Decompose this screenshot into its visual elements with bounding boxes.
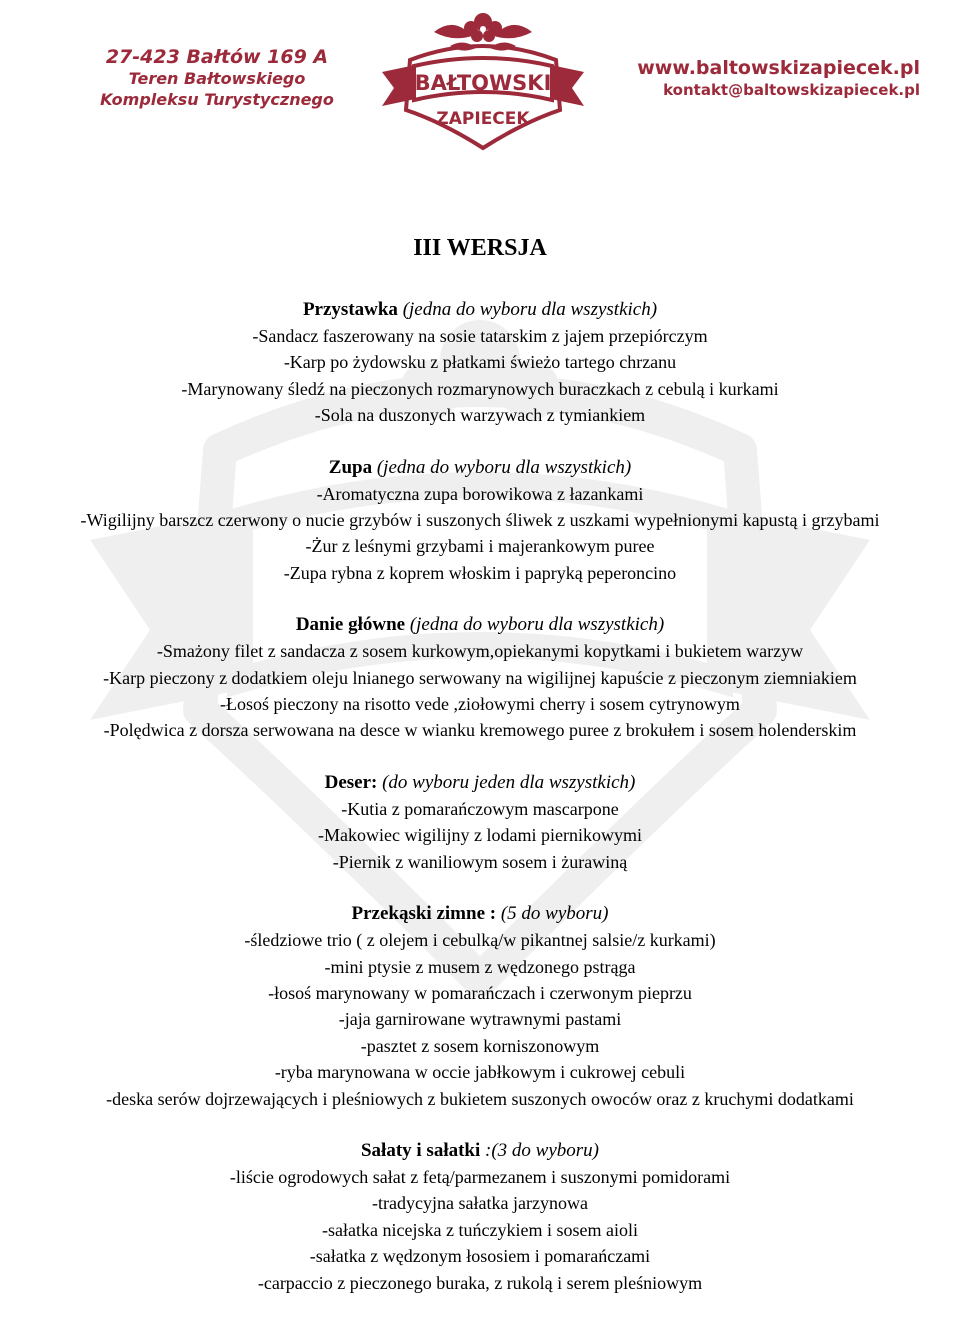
menu-item: -Kutia z pomarańczowym mascarpone [341,798,619,819]
section-note: (jedna do wyboru dla wszystkich) [376,456,632,478]
menu-item: -Żur z leśnymi grzybami i majerankowym puree [305,536,655,557]
menu-item: -śledziowe trio ( z olejem i cebulką/w pikantnej salsie/z kurkami) [244,930,716,951]
menu-item: -Karp po żydowsku z płatkami świeżo tartego chrzanu [283,352,677,373]
section-title: Przekąski zimne : [351,903,497,925]
address-line: 27-423 Bałtów 169 A [105,46,329,68]
page-title: III WERSJA [413,235,547,261]
address-line: Teren Bałtowskiego [128,69,306,88]
menu-item: -tradycyjna sałatka jarzynowa [372,1193,588,1214]
menu-section [0,900,960,1112]
section-title: Deser: [324,771,378,793]
section-note: (jedna do wyboru dla wszystkich) [409,614,665,636]
logo-text: ZAPIECEK [436,109,530,129]
menu-section [0,611,960,744]
menu-item: -deska serów dojrzewających i pleśniowych z bukietem suszonych owoców oraz z kruchymi dodatkami [106,1088,854,1109]
menu-item: -Wigilijny barszcz czerwony o nucie grzybów i suszonych śliwek z uszkami wypełnionymi kapustą i grzybami [80,510,880,531]
menu-item: -mini ptysie z musem z wędzonego pstrąga [324,956,636,977]
section-heading [0,611,960,638]
address-line: Kompleksu Turystycznego [100,90,334,109]
menu-content [0,228,960,1321]
section-title: Danie główne [295,614,406,636]
menu-item: -Aromatyczna zupa borowikowa z łazankami [316,483,644,504]
section-title: Sałaty i sałatki [360,1139,481,1161]
email-link[interactable]: kontakt@baltowskizapiecek.pl [663,81,920,99]
logo-text: BAŁTOWSKI [414,71,552,95]
section-heading [0,769,960,796]
section-title: Przystawka [302,299,398,320]
section-heading [0,1137,960,1164]
contact-block [637,56,920,100]
brand-logo [374,2,592,152]
section-note: :(3 do wyboru) [485,1139,600,1161]
menu-item: -pasztet z sosem korniszonowym [360,1035,600,1056]
section-note: (do wyboru jeden dla wszystkich) [382,771,636,793]
section-title: Zupa [328,456,373,478]
menu-item: -Piernik z waniliowym sosem i żurawiną [332,851,628,872]
menu-item: -Marynowany śledź na pieczonych rozmarynowych buraczkach z cebulą i kurkami [181,378,779,399]
menu-sections [0,296,960,1296]
menu-item: -ryba marynowana w occie jabłkowym i cukrowej cebuli [274,1062,686,1083]
section-heading [0,900,960,927]
menu-item: -Polędwica z dorsza serwowana na desce w wianku kremowego puree z brokułem i sosem holenderskim [103,720,857,741]
menu-section [0,769,960,875]
page-header [0,0,960,160]
menu-item: -Zupa rybna z koprem włoskim i papryką peperoncino [283,562,677,583]
menu-section [0,1137,960,1296]
menu-section [0,296,960,429]
menu-item: -łosoś marynowany w pomarańczach i czerwonym pieprzu [268,982,692,1003]
menu-item: -liście ogrodowych sałat z fetą/parmezanem i suszonymi pomidorami [229,1166,731,1187]
menu-item: -Sola na duszonych warzywach z tymiankiem [314,405,646,426]
section-note: (jedna do wyboru dla wszystkich) [402,299,658,320]
menu-item: -Karp pieczony z dodatkiem oleju lnianego serwowany na wigilijnej kapuście z pieczonym ziemniakiem [103,667,857,688]
menu-item: -sałatka z wędzonym łososiem i pomarańczami [309,1246,651,1267]
menu-item: -Makowiec wigilijny z lodami piernikowymi [318,825,642,846]
menu-section [0,454,960,587]
menu-item: -Sandacz faszerowany na sosie tatarskim z jajem przepiórczym [252,326,708,346]
address-block [92,46,342,110]
menu-item: -sałatka nicejska z tuńczykiem i sosem aioli [322,1219,638,1240]
menu-item: -Łosoś pieczony na risotto vede ,ziołowymi cherry i sosem cytrynowym [220,694,740,715]
menu-item: -Smażony filet z sandacza z sosem kurkowym,opiekanymi kopytkami i bukietem warzyw [156,641,804,662]
menu-item: -carpaccio z pieczonego buraka, z rukolą i serem pleśniowym [257,1272,703,1293]
menu-item: -jaja garnirowane wytrawnymi pastami [338,1009,622,1030]
website-link[interactable]: www.baltowskizapiecek.pl [637,57,920,79]
section-heading [0,454,960,481]
section-heading [0,296,960,323]
section-note: (5 do wyboru) [500,903,609,925]
